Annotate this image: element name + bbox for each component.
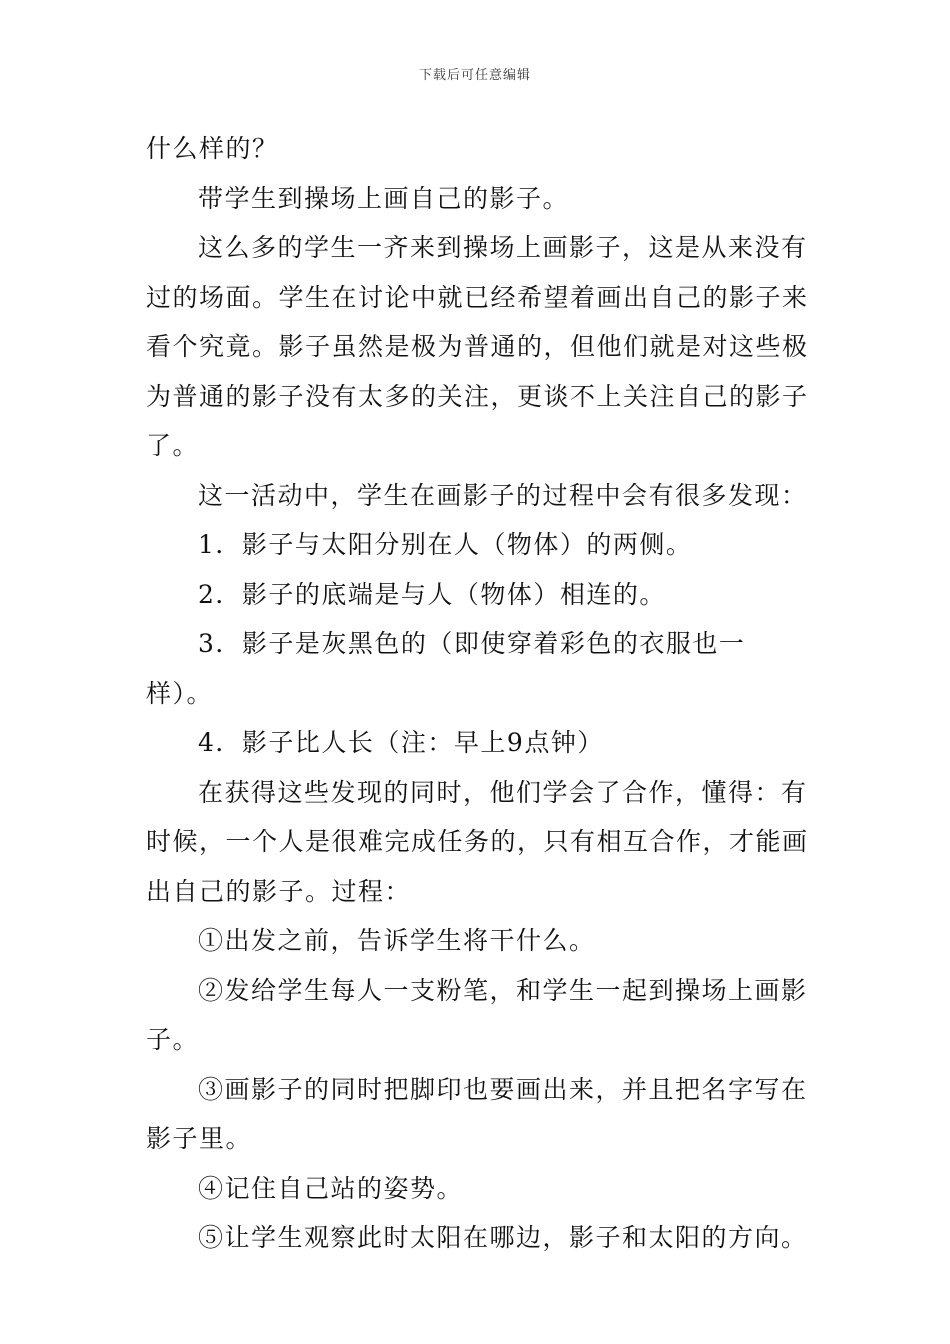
- list-item-finding-3: 3．影子是灰黑色的（即使穿着彩色的衣服也一样）。: [146, 629, 746, 708]
- list-item-finding-2: 2．影子的底端是与人（物体）相连的。: [198, 579, 666, 609]
- paragraph: 这一活动中，学生在画影子的过程中会有很多发现：: [198, 480, 808, 510]
- list-item-step-1: ①出发之前，告诉学生将干什么。: [198, 926, 596, 955]
- list-item-finding-4: 4．影子比人长（注：早上9点钟）: [198, 728, 604, 757]
- list-item-step-5: ⑤让学生观察此时太阳在哪边，影子和太阳的方向。: [198, 1223, 808, 1252]
- paragraph: 什么样的？: [146, 134, 279, 163]
- list-item-step-4: ④记住自己站的姿势。: [198, 1173, 464, 1203]
- paragraph: 带学生到操场上画自己的影子。: [198, 183, 570, 213]
- list-item-finding-1: 1．影子与太阳分别在人（物体）的两侧。: [198, 530, 693, 559]
- page-header: 下载后可任意编辑: [418, 68, 531, 83]
- paragraph: 在获得这些发现的同时，他们学会了合作，懂得：有时候，一个人是很难完成任务的，只有相互合作，才能画出自己的影子。过程：: [146, 777, 809, 906]
- list-item-step-2: ②发给学生每人一支粉笔，和学生一起到操场上画影子。: [146, 975, 808, 1054]
- list-item-step-3: ③画影子的同时把脚印也要画出来，并且把名字写在影子里。: [146, 1074, 808, 1153]
- document-body: [146, 124, 810, 1263]
- paragraph: 这么多的学生一齐来到操场上画影子，这是从来没有过的场面。学生在讨论中就已经希望着画出自己的影子来看个究竟。影子虽然是极为普通的，但他们就是对这些极为普通的影子没有太多的关注，更谈不上关注自己的影子了。: [146, 233, 809, 460]
